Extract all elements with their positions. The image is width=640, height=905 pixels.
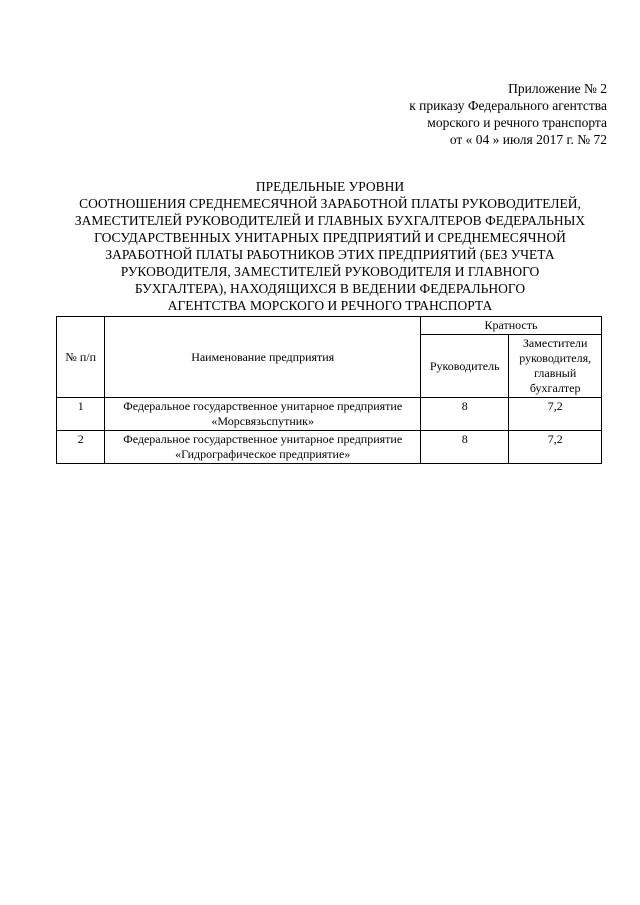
title-line: РУКОВОДИТЕЛЯ, ЗАМЕСТИТЕЛЕЙ РУКОВОДИТЕЛЯ И ГЛАВНОГО bbox=[120, 264, 540, 279]
row-deputies-ratio: 7,2 bbox=[509, 398, 602, 431]
title-line: ЗАМЕСТИТЕЛЕЙ РУКОВОДИТЕЛЕЙ И ГЛАВНЫХ БУХГАЛТЕРОВ ФЕДЕРАЛЬНЫХ bbox=[74, 213, 586, 228]
header-number: № п/п bbox=[57, 317, 105, 398]
header-ratio: Кратность bbox=[421, 317, 602, 335]
row-name: Федеральное государственное унитарное предприятие «Гидрографическое предприятие» bbox=[105, 431, 421, 464]
row-head-ratio: 8 bbox=[421, 431, 509, 464]
document-title bbox=[60, 178, 600, 314]
appendix-number: Приложение № 2 bbox=[508, 81, 607, 96]
row-name: Федеральное государственное унитарное предприятие «Морсвязьспутник» bbox=[105, 398, 421, 431]
header-head: Руководитель bbox=[421, 335, 509, 398]
title-line: ПРЕДЕЛЬНЫЕ УРОВНИ bbox=[255, 179, 405, 194]
appendix-order-ref: к приказу Федерального агентства bbox=[409, 98, 607, 113]
table-header-row bbox=[57, 317, 602, 335]
title-line: АГЕНТСТВА МОРСКОГО И РЕЧНОГО ТРАНСПОРТА bbox=[167, 298, 493, 313]
row-deputies-ratio: 7,2 bbox=[509, 431, 602, 464]
table-row bbox=[57, 431, 602, 464]
table-row bbox=[57, 398, 602, 431]
title-line: ЗАРАБОТНОЙ ПЛАТЫ РАБОТНИКОВ ЭТИХ ПРЕДПРИЯТИЙ (БЕЗ УЧЕТА bbox=[105, 247, 555, 262]
title-line: БУХГАЛТЕРА), НАХОДЯЩИХСЯ В ВЕДЕНИИ ФЕДЕРАЛЬНОГО bbox=[134, 281, 526, 296]
ratio-table bbox=[56, 316, 602, 464]
row-number: 2 bbox=[57, 431, 105, 464]
header-name: Наименование предприятия bbox=[105, 317, 421, 398]
row-head-ratio: 8 bbox=[421, 398, 509, 431]
row-number: 1 bbox=[57, 398, 105, 431]
appendix-agency: морского и речного транспорта bbox=[427, 115, 607, 130]
title-line: ГОСУДАРСТВЕННЫХ УНИТАРНЫХ ПРЕДПРИЯТИЙ И СРЕДНЕМЕСЯЧНОЙ bbox=[94, 230, 566, 245]
header-deputies: Заместители руководителя, главный бухгалтер bbox=[509, 335, 602, 398]
title-line: СООТНОШЕНИЯ СРЕДНЕМЕСЯЧНОЙ ЗАРАБОТНОЙ ПЛАТЫ РУКОВОДИТЕЛЕЙ, bbox=[79, 196, 581, 211]
appendix-header bbox=[409, 80, 607, 148]
appendix-date: от « 04 » июля 2017 г. № 72 bbox=[449, 132, 607, 147]
